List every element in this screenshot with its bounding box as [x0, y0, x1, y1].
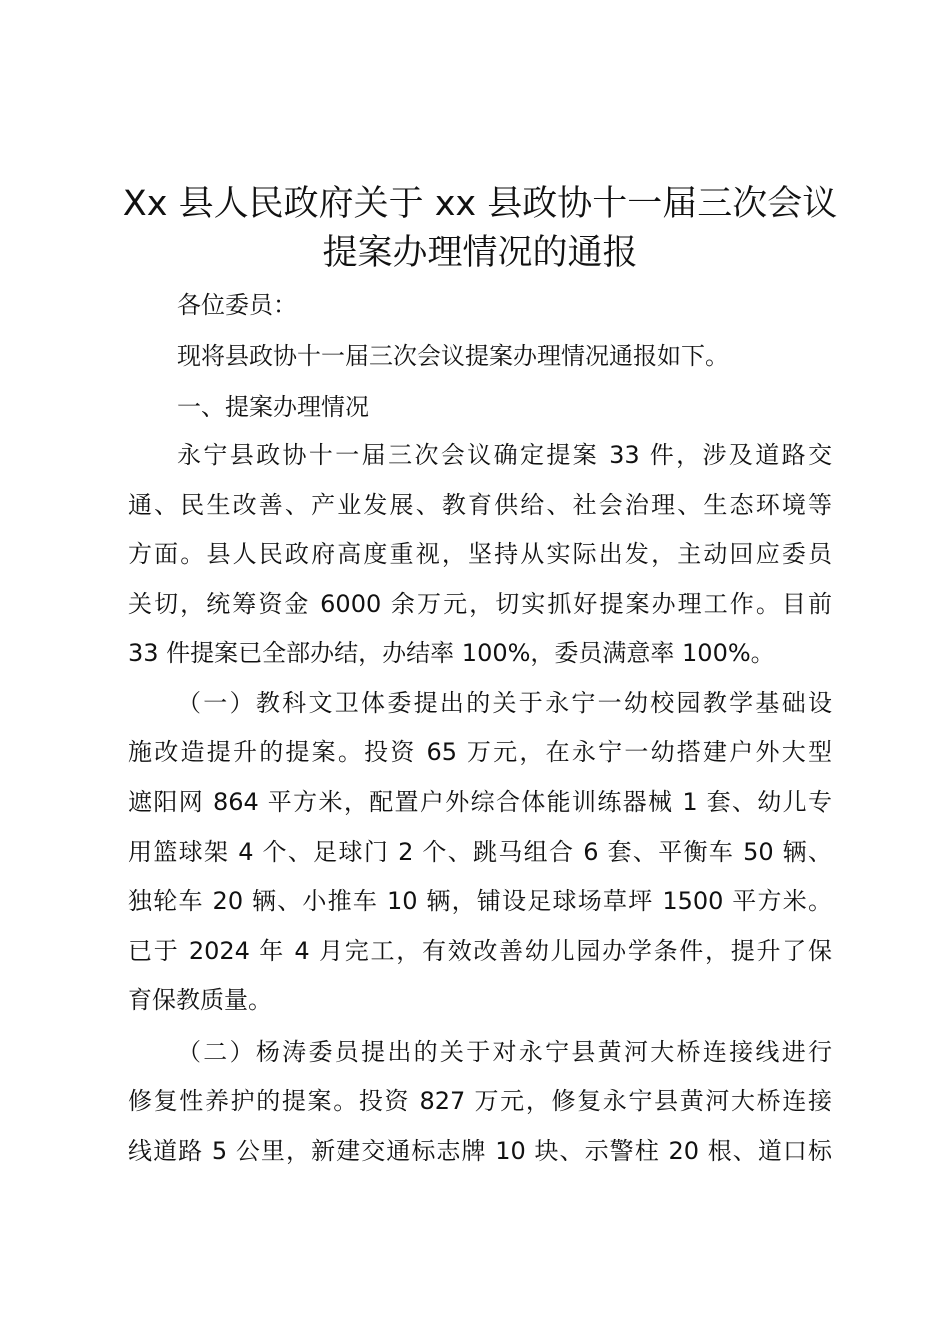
paragraph-line: 通、民生改善、产业发展、教育供给、社会治理、生态环境等	[128, 491, 832, 519]
paragraph-line: 育保教质量。	[128, 986, 272, 1014]
paragraph-line: 线道路 5 公里，新建交通标志牌 10 块、示警柱 20 根、道口标	[128, 1137, 832, 1165]
paragraph-line: 独轮车 20 辆、小推车 10 辆，铺设足球场草坪 1500 平方米。	[128, 887, 832, 915]
paragraph-line: 关切，统筹资金 6000 余万元，切实抓好提案办理工作。目前	[128, 590, 832, 618]
paragraph-line: 修复性养护的提案。投资 827 万元，修复永宁县黄河大桥连接	[128, 1087, 832, 1115]
salutation: 各位委员：	[177, 291, 297, 319]
paragraph-line: 用篮球架 4 个、足球门 2 个、跳马组合 6 套、平衡车 50 辆、	[128, 838, 832, 866]
paragraph-line: 已于 2024 年 4 月完工，有效改善幼儿园办学条件，提升了保	[128, 937, 832, 965]
paragraph-line: 遮阳网 864 平方米，配置户外综合体能训练器械 1 套、幼儿专	[128, 788, 832, 816]
section-heading: 一、提案办理情况	[177, 393, 369, 421]
paragraph-line: 33 件提案已全部办结，办结率 100%，委员满意率 100%。	[128, 639, 775, 667]
paragraph-line: 永宁县政协十一届三次会议确定提案 33 件，涉及道路交	[177, 441, 832, 469]
paragraph-line: （一）教科文卫体委提出的关于永宁一幼校园教学基础设	[177, 689, 832, 717]
paragraph-line: （二）杨涛委员提出的关于对永宁县黄河大桥连接线进行	[177, 1038, 832, 1066]
intro-paragraph: 现将县政协十一届三次会议提案办理情况通报如下。	[177, 342, 729, 370]
document-title-line-1: Xx 县人民政府关于 xx 县政协十一届三次会议	[122, 184, 838, 224]
paragraph-line: 方面。县人民政府高度重视，坚持从实际出发，主动回应委员	[128, 540, 832, 568]
document-title-line-2: 提案办理情况的通报	[322, 233, 638, 273]
paragraph-line: 施改造提升的提案。投资 65 万元，在永宁一幼搭建户外大型	[128, 738, 832, 766]
